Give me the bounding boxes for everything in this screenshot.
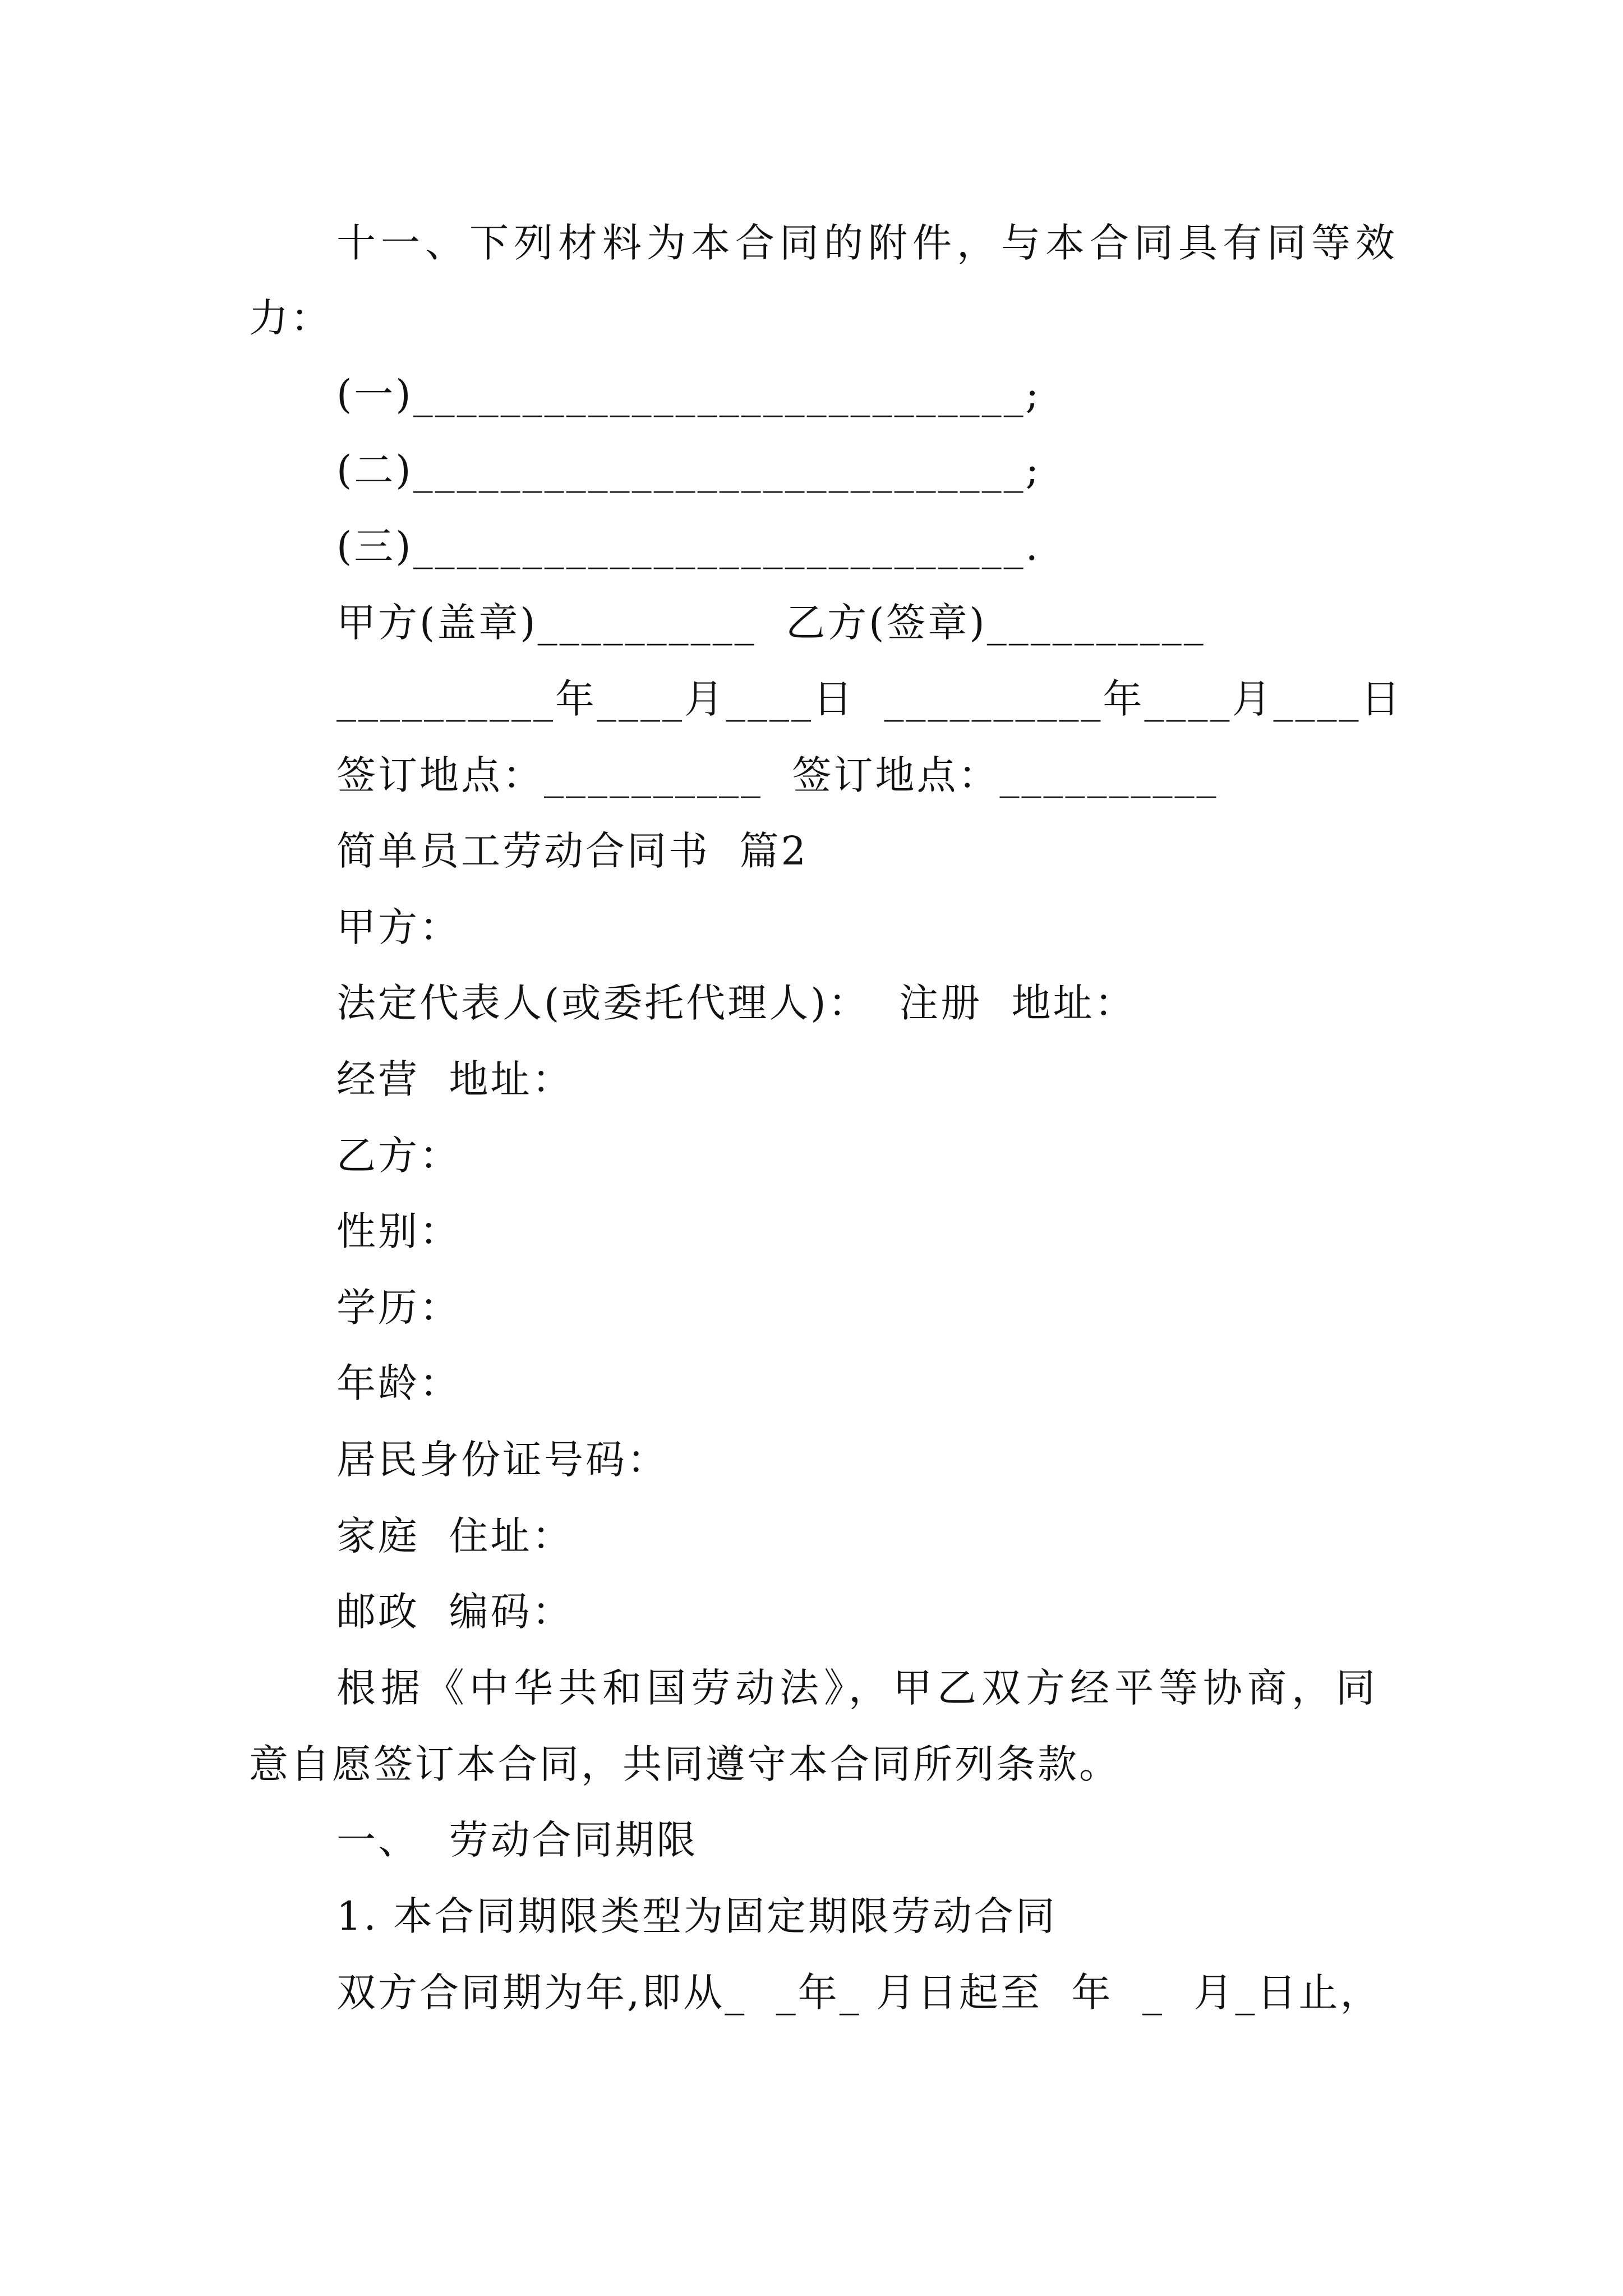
field-party-b: 乙方： — [336, 1133, 461, 1179]
attachment-3: (三)____________________________. — [336, 523, 1040, 569]
field-gender: 性别： — [336, 1208, 461, 1254]
intro-line-1: 根据《中华共和国劳动法》，甲乙双方经平等协商，同 — [336, 1665, 1380, 1711]
article-1-heading: 一、 劳动合同期限 — [336, 1817, 698, 1863]
intro-line-2: 意自愿签订本合同，共同遵守本合同所列条款。 — [249, 1741, 1121, 1787]
field-id-number: 居民身份证号码： — [336, 1437, 668, 1483]
attachment-2: (二)____________________________; — [336, 447, 1041, 493]
field-business-address: 经营 地址： — [336, 1056, 574, 1102]
field-party-a: 甲方： — [336, 904, 461, 950]
signature-party-lines: 甲方(盖章)__________ 乙方(签章)__________ — [336, 600, 1206, 646]
field-age: 年龄： — [336, 1360, 461, 1406]
signature-date-lines: __________年____月____日 __________年____月____日 — [336, 676, 1403, 722]
field-education: 学历： — [336, 1285, 461, 1331]
clause-11-line-2: 力： — [249, 295, 332, 341]
signature-place-lines: 签订地点：__________ 签订地点：__________ — [336, 752, 1219, 798]
clause-11-line-1: 十一、下列材料为本合同的附件，与本合同具有同等效 — [336, 220, 1400, 266]
article-1-item-1: 1. 本合同期限类型为固定期限劳动合同 — [336, 1893, 1058, 1939]
field-legal-representative: 法定代表人(或委托代理人)： 注册 地址： — [336, 980, 1136, 1026]
field-home-address: 家庭 住址： — [336, 1513, 574, 1559]
section-title: 简单员工劳动合同书 篇2 — [336, 828, 809, 874]
field-postal-code: 邮政 编码： — [336, 1589, 574, 1635]
article-1-term: 双方合同期为年,即从_ _年_ 月日起至 年 _ 月_日止， — [336, 1970, 1382, 2016]
attachment-1: (一)____________________________; — [336, 371, 1041, 417]
